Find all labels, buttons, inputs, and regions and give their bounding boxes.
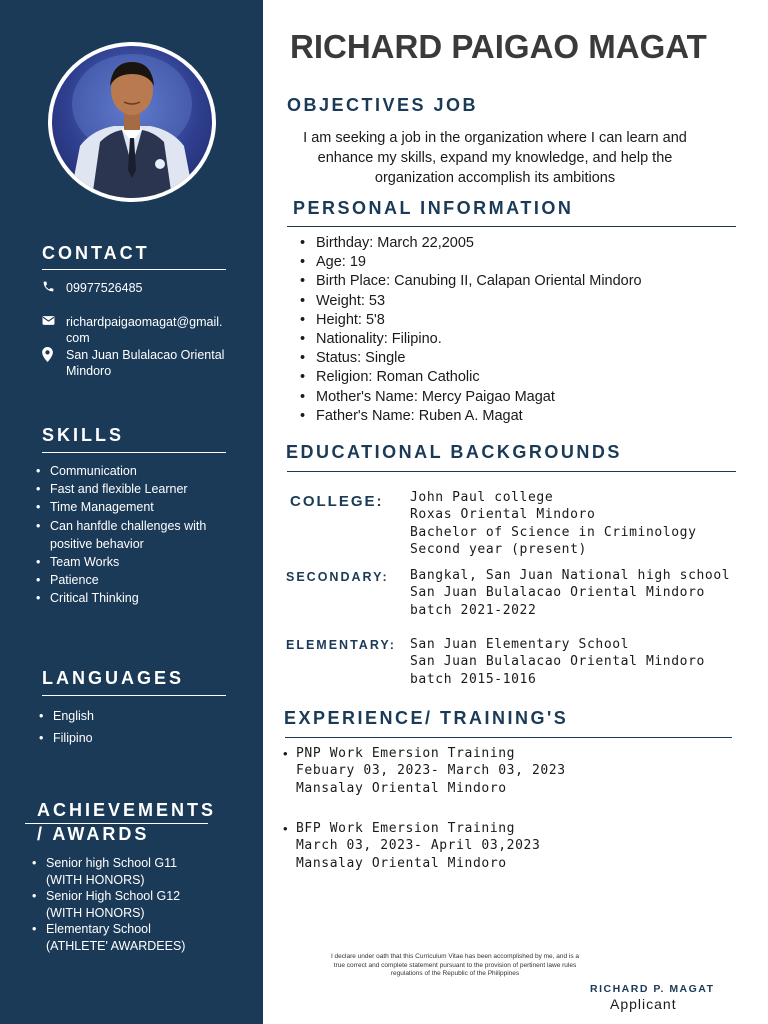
- experience-line: Mansalay Oriental Mindoro: [296, 780, 507, 796]
- secondary-details: [410, 567, 730, 619]
- objective-line: organization accomplish its ambitions: [374, 170, 616, 186]
- email-line-1: richardpaigaomagat@gmail.: [66, 315, 223, 329]
- experience-item: [283, 745, 566, 797]
- info-item: • Status: Single: [300, 349, 642, 368]
- objectives-heading: OBJECTIVES JOB: [287, 95, 479, 115]
- skill-item: • Can hanfdle challenges with: [34, 517, 206, 535]
- skills-divider: [42, 452, 226, 453]
- skill-item: • Time Management: [34, 498, 206, 516]
- skill-item: • Critical Thinking: [34, 589, 206, 607]
- phone-number: 09977526485: [66, 281, 143, 295]
- languages-divider: [42, 695, 226, 696]
- declaration-line: true correct and complete statement pursuant to the provision of pertinent lawe rules: [333, 961, 577, 969]
- declaration-line: I declare under oath that this Curriculum Vitae has been accomplished by me, and is a: [330, 953, 580, 960]
- skill-continuation-text: positive behavior: [50, 536, 144, 551]
- signature-name: RICHARD P. MAGAT: [590, 983, 715, 995]
- achievement-detail: (ATHLETE' AWARDEES): [46, 938, 186, 953]
- edu-line: Roxas Oriental Mindoro: [410, 507, 596, 523]
- elementary-details: [410, 636, 705, 688]
- experience-line: March 03, 2023- April 03,2023: [296, 838, 541, 854]
- experience-line: Febuary 03, 2023- March 03, 2023: [296, 763, 566, 779]
- experience-item: [283, 820, 540, 872]
- achievements-heading-line-1: ACHIEVEMENTS: [37, 800, 217, 820]
- name-first: RICHARD: [290, 28, 443, 65]
- info-item: • Birthday: March 22,2005: [300, 234, 642, 253]
- info-item: • Age: 19: [300, 253, 642, 272]
- location-pin-icon: [42, 347, 66, 366]
- info-item: • Nationality: Filipino.: [300, 330, 642, 349]
- personal-info-heading: PERSONAL INFORMATION: [293, 198, 574, 218]
- info-item: • Religion: Roman Catholic: [300, 368, 642, 387]
- edu-line: John Paul college: [410, 490, 554, 505]
- achievement-item: [30, 921, 185, 954]
- skill-item: • Patience: [34, 571, 206, 589]
- contact-email: [42, 314, 223, 346]
- edu-line: San Juan Bulalacao Oriental Mindoro: [410, 654, 705, 670]
- achievement-item: [30, 888, 185, 921]
- skills-list: [34, 462, 206, 608]
- elementary-label: ELEMENTARY:: [286, 638, 396, 652]
- college-label: COLLEGE:: [290, 493, 384, 510]
- experience-heading: EXPERIENCE/ TRAINING'S: [284, 708, 569, 728]
- languages-heading: LANGUAGES: [42, 668, 185, 688]
- bullet: •: [283, 746, 289, 761]
- edu-line: Bangkal, San Juan National high school: [410, 568, 731, 583]
- secondary-label: SECONDARY:: [286, 570, 389, 584]
- edu-line: batch 2015-1016: [410, 671, 537, 687]
- objective-line: enhance my skills, expand my knowledge, and help the: [317, 150, 673, 166]
- achievements-list: [30, 855, 185, 955]
- address-line-2: Mindoro: [66, 364, 112, 378]
- achievements-heading-line-2: / AWARDS: [37, 824, 150, 844]
- experience-line: Mansalay Oriental Mindoro: [296, 855, 507, 871]
- applicant-name: [290, 28, 707, 66]
- skills-heading: SKILLS: [42, 425, 125, 445]
- language-item: • Filipino: [37, 727, 94, 749]
- edu-line: San Juan Bulalacao Oriental Mindoro: [410, 585, 705, 601]
- contact-heading: CONTACT: [42, 243, 150, 263]
- achievement-detail: (WITH HONORS): [46, 872, 145, 887]
- experience-line: PNP Work Emersion Training: [296, 746, 516, 761]
- achievement-title: • Elementary School: [46, 922, 151, 937]
- contact-address: [42, 347, 224, 379]
- personal-info-divider: [287, 226, 736, 227]
- phone-icon: [42, 280, 66, 297]
- info-item: • Height: 5'8: [300, 311, 642, 330]
- college-details: [410, 489, 697, 559]
- info-item: • Birth Place: Canubing II, Calapan Oriental Mindoro: [300, 272, 642, 291]
- contact-divider: [42, 269, 226, 270]
- info-item: • Father's Name: Ruben A. Magat: [300, 407, 642, 426]
- profile-photo: [48, 42, 216, 202]
- skill-item: • Communication: [34, 462, 206, 480]
- personal-info-list: [300, 234, 642, 426]
- skill-item: • Team Works: [34, 553, 206, 571]
- achievement-item: [30, 855, 185, 888]
- language-item: • English: [37, 705, 94, 727]
- experience-line: BFP Work Emersion Training: [296, 821, 516, 836]
- info-item: • Weight: 53: [300, 292, 642, 311]
- sidebar: [0, 0, 263, 1024]
- education-heading: EDUCATIONAL BACKGROUNDS: [286, 442, 622, 462]
- edu-line: batch 2021-2022: [410, 602, 537, 618]
- skill-item: • Fast and flexible Learner: [34, 480, 206, 498]
- edu-line: San Juan Elementary School: [410, 637, 630, 652]
- profile-photo-illustration: [52, 46, 212, 198]
- bullet: •: [283, 821, 289, 836]
- edu-line: Second year (present): [410, 542, 587, 558]
- achievement-detail: (WITH HONORS): [46, 905, 145, 920]
- address-line-1: San Juan Bulalacao Oriental: [66, 348, 225, 362]
- achievement-title: • Senior high School G11: [46, 856, 178, 870]
- languages-list: [37, 705, 94, 749]
- envelope-icon: [42, 314, 66, 330]
- contact-phone: [42, 280, 142, 297]
- name-rest: PAIGAO MAGAT: [451, 28, 707, 65]
- email-line-2: com: [66, 331, 90, 345]
- achievement-title: • Senior High School G12: [46, 889, 181, 904]
- objective-text: [285, 128, 705, 188]
- education-divider: [287, 471, 736, 472]
- experience-divider: [285, 737, 732, 738]
- declaration-line: regulations of the Republic of the Philippines: [390, 970, 520, 977]
- skill-item-continuation: [34, 535, 206, 553]
- info-item: • Mother's Name: Mercy Paigao Magat: [300, 388, 642, 407]
- objective-line: I am seeking a job in the organization where I can learn and: [303, 130, 687, 146]
- declaration-text: [290, 953, 620, 979]
- signature-role: Applicant: [610, 996, 677, 1012]
- edu-line: Bachelor of Science in Criminology: [410, 524, 697, 540]
